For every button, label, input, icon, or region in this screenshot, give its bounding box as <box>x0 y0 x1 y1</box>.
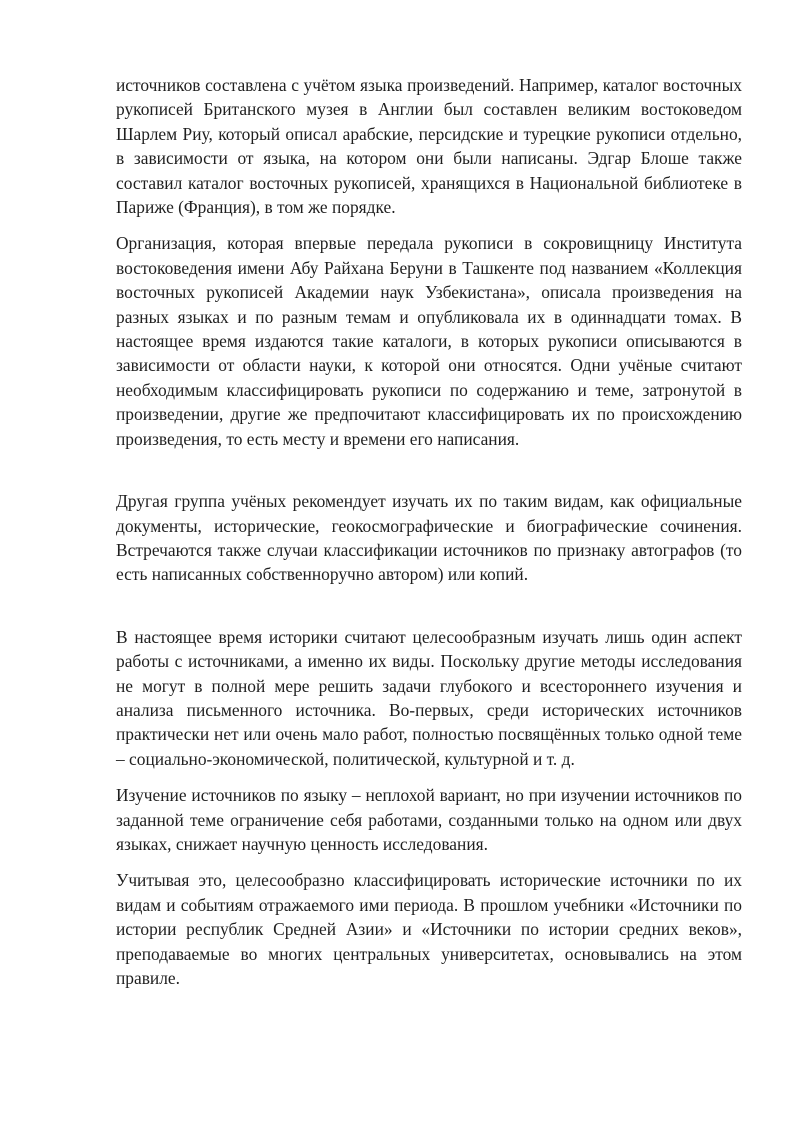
paragraph-5: Изучение источников по языку – неплохой вариант, но при изучении источников по заданной теме ограничение себя работами, созданными только на одном или двух языках, снижает научную ценность исследования. <box>116 785 742 854</box>
paragraph-3: Другая группа учёных рекомендует изучать их по таким видам, как официальные документы, исторические, геокосмографические и биографические сочинения. Встречаются также случаи классификации источников по признаку автографов (то есть написанных собственноручно автором) или копий. <box>116 491 742 585</box>
paragraph-1: источников составлена с учётом языка произведений. Например, каталог восточных рукописей Британского музея в Англии был составлен великим востоковедом Шарлем Риу, который описал арабские, персидские и турецкие рукописи отдельно, в зависимости от языка, на котором они были написаны. Эдгар Блоше также составил каталог восточных рукописей, хранящихся в Национальной библиотеке в Париже (Франция), в том же порядке. <box>116 75 742 218</box>
paragraph-4: В настоящее время историки считают целесообразным изучать лишь один аспект работы с источниками, а именно их виды. Поскольку другие методы исследования не могут в полной мере решить задачи глубокого и всестороннего изучения и анализа письменного источника. Во-первых, среди исторических источников практически нет или очень мало работ, полностью посвящённых только одной теме – социально-экономической, политической, культурной и т. д. <box>116 626 742 769</box>
document-body <box>116 73 742 1002</box>
paragraph-6: Учитывая это, целесообразно классифицировать исторические источники по их видам и событиям отражаемого ими периода. В прошлом учебники «Источники по истории республик Средней Азии» и «Источники по истории средних веков», преподаваемые во многих центральных университетах, основывались на этом правиле. <box>116 870 742 988</box>
paragraph-2: Организация, которая впервые передала рукописи в сокровищницу Института востоковедения имени Абу Райхана Беруни в Ташкенте под названием «Коллекция восточных рукописей Академии наук Узбекистана», описала произведения на разных языках и по разным темам и опубликовала их в одиннадцати томах. В настоящее время издаются такие каталоги, в которых рукописи описываются в зависимости от области науки, к которой они относятся. Одни учёные считают необходимым классифицировать рукописи по содержанию и теме, затронутой в произведении, другие же предпочитают классифицировать их по происхождению произведения, то есть месту и времени его написания. <box>116 233 742 449</box>
